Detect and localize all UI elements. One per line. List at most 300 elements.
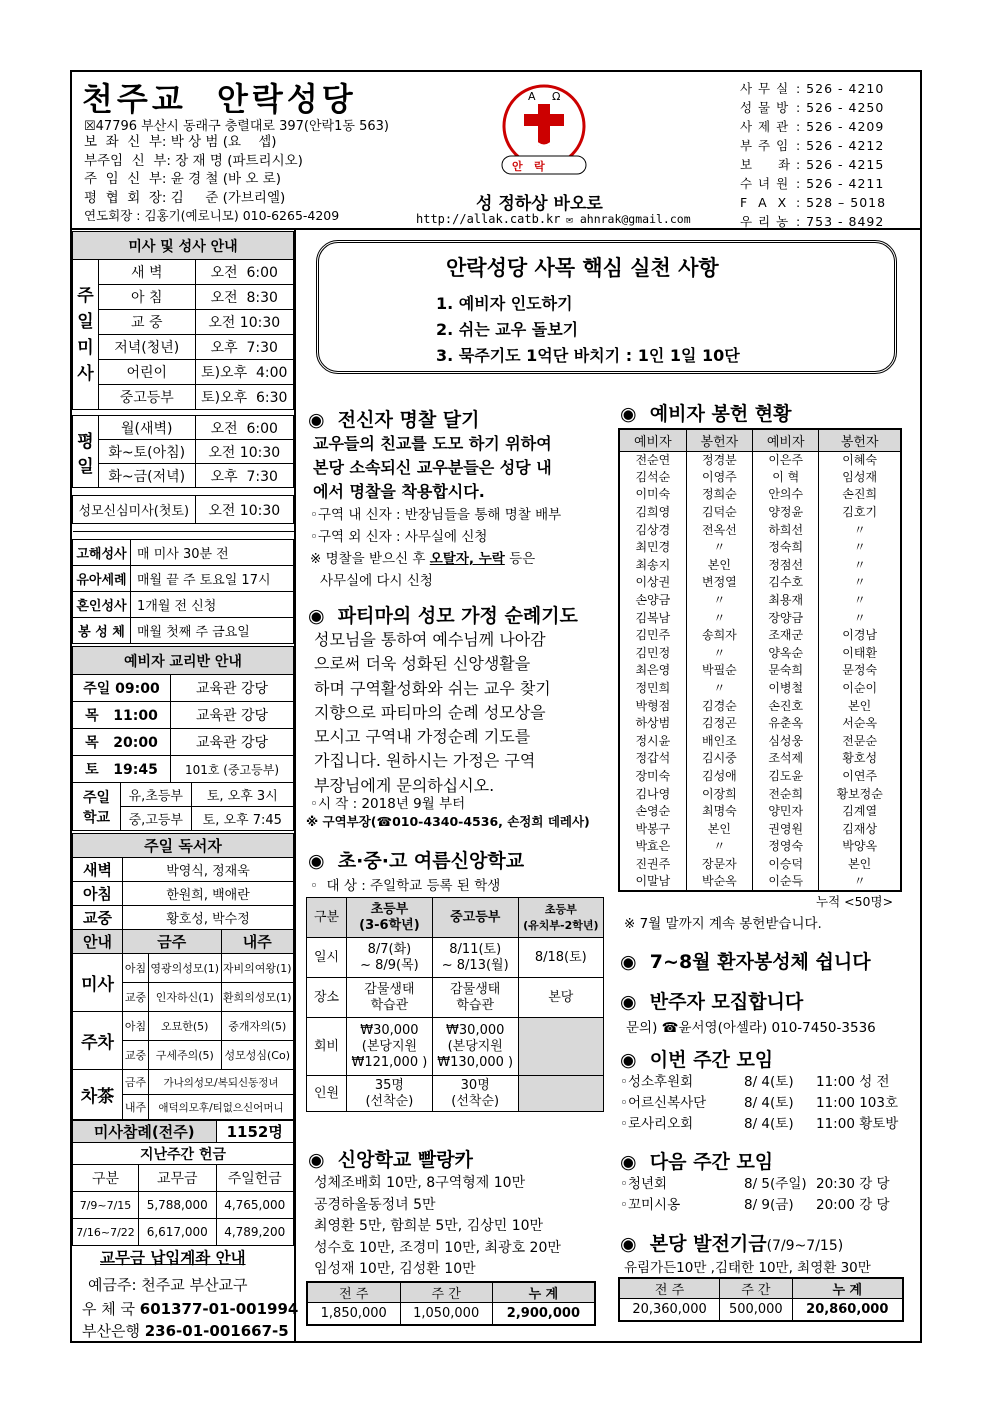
sacrament-info: 매월 끝 주 토요일 17시 — [131, 566, 294, 592]
mass-time: 오전 8:30 — [195, 285, 294, 310]
donor-cell: 김호기 — [819, 504, 901, 522]
donor-cell: 변정열 — [686, 574, 752, 592]
meeting-row: ◦꼬미시옹 8/ 9(금) 20:00 강 당 — [620, 1197, 890, 1213]
recruit-title: ◉ 반주자 모집합니다 — [620, 991, 804, 1013]
reader-mass: 새벽 — [73, 858, 123, 882]
summer-target: ◦ 대 상 : 주일학교 등록 된 학생 — [310, 878, 501, 894]
mass-name: 화~토(아침) — [99, 440, 196, 464]
offering-value: 6,617,000 — [139, 1219, 217, 1246]
class-place: 교육관 강당 — [171, 675, 294, 702]
reader-names: 황호성, 박수정 — [123, 906, 294, 930]
mass-name: 저녁(청년) — [99, 335, 196, 360]
donor-cell: 김나영 — [619, 785, 686, 803]
donor-row — [619, 451, 901, 469]
sacrament-name: 유아세례 — [73, 566, 131, 592]
donor-row — [619, 680, 901, 698]
core-title: 안락성당 사목 핵심 실천 사항 — [446, 256, 719, 280]
offering-value: 4,789,200 — [216, 1219, 294, 1246]
donor-cell: 박순옥 — [686, 873, 752, 891]
first-saturday-mass: 성모신심미사(첫토) — [73, 496, 196, 524]
donor-cell: 〃 — [819, 574, 901, 592]
donor-cell: 본인 — [686, 557, 752, 575]
this-week-title: ◉ 이번 주간 모임 — [620, 1049, 774, 1071]
donor-cell: 〃 — [819, 609, 901, 627]
offering-value: 4,765,000 — [216, 1192, 294, 1219]
donor-cell: 이은주 — [753, 451, 819, 469]
school-time: 토, 오후 3시 — [191, 783, 293, 807]
meeting-row: ◦어르신복사단 8/ 4(토) 11:00 103호 — [620, 1095, 899, 1111]
donor-cell: 정갑석 — [619, 750, 686, 768]
donor-row — [619, 486, 901, 504]
summer-cell: 8/11(토) ~ 8/13(월) — [432, 938, 518, 978]
donor-cell: 이 혁 — [753, 469, 819, 487]
offering-head: 구분 — [73, 1165, 139, 1192]
donor-row — [619, 856, 901, 874]
donor-cell: 최명숙 — [686, 803, 752, 821]
svg-text:Ω: Ω — [552, 90, 561, 103]
donor-cell: 이미숙 — [619, 486, 686, 504]
school-group: 중,고등부 — [121, 807, 192, 831]
class-time: 토 19:45 — [73, 756, 171, 783]
donor-cell: 문정숙 — [819, 662, 901, 680]
donor-cell: 황보정순 — [819, 785, 901, 803]
next-week-list — [620, 1174, 890, 1216]
sunday-label: 주일미사 — [73, 260, 99, 410]
readers-title: 주일 독서자 — [73, 834, 294, 858]
account-number: 601377-01-001994 — [139, 1300, 299, 1318]
donor-cell: 손진희 — [819, 486, 901, 504]
donor-cell: 김성애 — [686, 768, 752, 786]
donor-cell: 김희영 — [619, 504, 686, 522]
donor-cell: 이연주 — [819, 768, 901, 786]
donor-cell: 양민자 — [753, 803, 819, 821]
mass-time: 오후 7:30 — [195, 335, 294, 360]
donor-cell: 손양금 — [619, 592, 686, 610]
donor-cell: 박필순 — [686, 662, 752, 680]
summer-label: 인원 — [307, 1076, 347, 1112]
core-item: 1. 예비자 인도하기 — [436, 294, 573, 313]
reader-mass: 교중 — [73, 906, 123, 930]
donor-cell: 박봉구 — [619, 820, 686, 838]
staff-list — [84, 133, 339, 226]
parking-mass: 교중 — [123, 1041, 149, 1070]
sacrament-info: 1개월 전 신청 — [131, 592, 294, 618]
donor-row — [619, 662, 901, 680]
phone-row: 부 주 임 : 526 - 4212 — [740, 138, 885, 153]
sacrament-name: 고해성사 — [73, 540, 131, 566]
bbalangka-title: ◉ 신앙학교 빨랑카 — [308, 1149, 473, 1171]
donor-cell: 김시중 — [686, 750, 752, 768]
guide-group: 영광의성모(1) — [149, 954, 222, 983]
donor-cell: 김민정 — [619, 645, 686, 663]
donor-cell: 김상경 — [619, 521, 686, 539]
mass-name: 화~금(저녁) — [99, 464, 196, 488]
mass-name: 어린이 — [99, 360, 196, 385]
summer-label: 장소 — [307, 978, 347, 1018]
mass-name: 교 중 — [99, 310, 196, 335]
donor-cell: 〃 — [819, 521, 901, 539]
donor-cell: 정민희 — [619, 680, 686, 698]
donor-cell: 임성재 — [819, 469, 901, 487]
sacrament-table — [72, 539, 294, 644]
offering-title: 지난주간 헌금 — [73, 1143, 294, 1165]
donor-cell: 권영원 — [753, 820, 819, 838]
fund-body: 유림가든10만 ,김태한 10만, 최영환 30만 — [624, 1260, 871, 1276]
donor-row — [619, 715, 901, 733]
mass-time: 토)오후 6:30 — [195, 385, 294, 410]
donor-cell: 정시윤 — [619, 733, 686, 751]
fatima-body: 성모님을 통하여 예수님께 나아감 으로써 더욱 성화된 신앙생활을 하며 구역활성화와 쉬는 교우 찾기 지향으로 파티마의 순례 성모상을 모시고 구역내 가정순례 기도를 가집니다. 원하시는 가정은 구역 부장님에게 문의하십시오. — [314, 630, 551, 795]
phone-row: 수 녀 원 : 526 - 4211 — [740, 176, 885, 191]
nametag-title: ◉ 전신자 명찰 달기 — [308, 409, 480, 431]
donor-cell: 이말남 — [619, 873, 686, 891]
donor-cell: 조재군 — [753, 627, 819, 645]
school-time: 토, 오후 7:45 — [191, 807, 293, 831]
summer-head: 구분 — [307, 898, 347, 938]
donor-cell: 김재상 — [819, 820, 901, 838]
donor-row — [619, 733, 901, 751]
donor-cell: 배인조 — [686, 733, 752, 751]
donor-cell: 유춘옥 — [753, 715, 819, 733]
school-group: 유,초등부 — [121, 783, 192, 807]
summer-label: 일시 — [307, 938, 347, 978]
class-time: 목 11:00 — [73, 702, 171, 729]
donor-cell: 〃 — [819, 539, 901, 557]
account-line: 우 체 국 601377-01-001994 — [82, 1300, 299, 1318]
donor-cell: 정희순 — [686, 486, 752, 504]
offering-period: 7/9~7/15 — [73, 1192, 139, 1219]
summer-head: 초등부 (3-6학년) — [347, 898, 433, 938]
summer-head: 중고등부 — [432, 898, 518, 938]
summer-cell: 감물생태 학습관 — [347, 978, 433, 1018]
donor-cell: 이순득 — [753, 873, 819, 891]
summer-head: 초등부 (유치부-2학년) — [518, 898, 603, 938]
attendance-label: 미사참례(전주) — [73, 1121, 217, 1143]
mass-name: 아 침 — [99, 285, 196, 310]
parking-label: 주차 — [73, 1012, 123, 1070]
donor-cell: 정영숙 — [753, 838, 819, 856]
donor-cell: 이경남 — [819, 627, 901, 645]
donor-cell: 이병철 — [753, 680, 819, 698]
mass-time: 오전 6:00 — [195, 416, 294, 440]
mass-time: 오전 6:00 — [195, 260, 294, 285]
donor-row — [619, 521, 901, 539]
donor-cell: 손영순 — [619, 803, 686, 821]
mass-name: 월(새벽) — [99, 416, 196, 440]
donor-cell: 장문자 — [686, 856, 752, 874]
donor-row — [619, 820, 901, 838]
parish-title: 천주교 안락성당 — [82, 80, 357, 118]
donor-row — [619, 469, 901, 487]
summer-cell: 8/7(화) ~ 8/9(목) — [347, 938, 433, 978]
donor-cell: 〃 — [686, 539, 752, 557]
mass-time: 오전 10:30 — [195, 440, 294, 464]
parking-group: 구세주의(5) — [149, 1041, 222, 1070]
fatima-start: ◦시 작 : 2018년 9월 부터 — [310, 796, 466, 812]
email-link[interactable]: ✉ ahnrak@gmail.com — [566, 212, 691, 226]
donor-row — [619, 768, 901, 786]
donor-cell: 정경분 — [686, 451, 752, 469]
donor-cell: 하희선 — [753, 521, 819, 539]
account-line: 부산은행 236-01-001667-5 — [82, 1322, 289, 1340]
sunday-school-table — [72, 782, 294, 831]
donor-cell: 김석순 — [619, 469, 686, 487]
donor-cell: 〃 — [686, 645, 752, 663]
donor-cell: 본인 — [686, 820, 752, 838]
catechumen-table — [72, 646, 294, 783]
sacrament-info: 매월 첫째 주 금요일 — [131, 618, 294, 644]
summer-cell: 본당 — [518, 978, 603, 1018]
this-week-list — [620, 1072, 898, 1135]
website-link[interactable]: http://allak.catb.kr — [416, 212, 561, 226]
donor-row — [619, 539, 901, 557]
recruit-body: 문의) ☎윤서영(아셀라) 010-7450-3536 — [626, 1020, 876, 1036]
donor-cell: 전문순 — [819, 733, 901, 751]
donor-cell: 〃 — [819, 592, 901, 610]
parish-address: ☒47796 부산시 동래구 충렬대로 397(안락1동 563) — [84, 119, 389, 134]
donor-cell: 정점선 — [753, 557, 819, 575]
tea-week: 금주 — [123, 1070, 149, 1095]
summer-cell: ₩30,000 (본당지원 ₩130,000 ) — [432, 1018, 518, 1076]
nametag-body: 교우들의 친교를 도모 하기 위하여 본당 소속되신 교우분들은 성당 내 에서 명찰을 착용합시다. — [313, 434, 552, 501]
bbalangka-table: 전 주 주 간 누 계 1,850,000 1,050,000 2,900,000 — [306, 1281, 596, 1326]
donor-cell: 이상권 — [619, 574, 686, 592]
summer-cell: 30명 (선착순) — [432, 1076, 518, 1112]
staff-line: 연도회장 : 김홍기(예로니모) 010-6265-4209 — [84, 208, 340, 223]
left-column-divider — [294, 230, 296, 1343]
phone-row: 보 좌 : 526 - 4215 — [740, 157, 885, 172]
nametag-notes: ◦구역 내 신자 : 반장님들을 통해 명찰 배부 ◦구역 외 신자 : 사무실에 신청 ※ 명찰을 받으신 후 오탈자, 누락 등은 사무실에 다시 신청 — [310, 507, 562, 589]
donor-cell: 박형점 — [619, 697, 686, 715]
sacrament-info: 매 미사 30분 전 — [131, 540, 294, 566]
staff-line: 부주임 신 부: 장 재 명 (파트리시오) — [84, 152, 303, 169]
offering-head: 주일헌금 — [216, 1165, 294, 1192]
tea-label: 차茶 — [73, 1070, 123, 1120]
mass-name: 중고등부 — [99, 385, 196, 410]
donor-row — [619, 750, 901, 768]
donor-cell: 이혜숙 — [819, 451, 901, 469]
donor-row — [619, 574, 901, 592]
account-title: 교무금 납입계좌 안내 — [100, 1249, 246, 1267]
readers-table — [72, 833, 294, 1120]
donor-cell: 김계열 — [819, 803, 901, 821]
donor-cell: 하상범 — [619, 715, 686, 733]
donor-cell: 양옥순 — [753, 645, 819, 663]
summer-cell: 감물생태 학습관 — [432, 978, 518, 1018]
attendance-offering-table — [72, 1120, 294, 1246]
donor-cell: 조석제 — [753, 750, 819, 768]
donor-cell: 〃 — [686, 680, 752, 698]
tea-group: 애덕의모후/티없으신어머니 — [149, 1095, 294, 1120]
donors-title: ◉ 예비자 봉헌 현황 — [620, 403, 792, 425]
mass-time: 토)오후 4:00 — [195, 360, 294, 385]
class-place: 101호 (중고등부) — [171, 756, 294, 783]
account-number: 236-01-001667-5 — [144, 1322, 289, 1340]
donor-cell: 장양금 — [753, 609, 819, 627]
meeting-row: ◦청년회 8/ 5(주일) 20:30 강 당 — [620, 1176, 890, 1192]
fatima-title: ◉ 파티마의 성모 가정 순례기도 — [308, 605, 578, 627]
guide-mass: 교중 — [123, 983, 149, 1012]
donor-row — [619, 592, 901, 610]
mass-name: 새 벽 — [99, 260, 196, 285]
donor-cell: 이승덕 — [753, 856, 819, 874]
donor-cell: 전순희 — [753, 785, 819, 803]
guide-mass: 아침 — [123, 954, 149, 983]
attendance-value: 1152명 — [216, 1121, 294, 1143]
donor-cell: 박양옥 — [819, 838, 901, 856]
sacrament-name: 혼인성사 — [73, 592, 131, 618]
donor-row — [619, 697, 901, 715]
donor-cell: 이태환 — [819, 645, 901, 663]
donor-cell: 〃 — [819, 557, 901, 575]
meeting-row: ◦로사리오회 8/ 4(토) 11:00 황토방 — [620, 1116, 899, 1132]
guide-head: 금주 — [123, 930, 222, 954]
summer-cell — [518, 1076, 603, 1112]
class-place: 교육관 강당 — [171, 729, 294, 756]
donor-row — [619, 838, 901, 856]
mass-title: 미사 및 성사 안내 — [73, 232, 294, 260]
weekday-label: 평일 — [73, 416, 99, 488]
donor-cell: 김정곤 — [686, 715, 752, 733]
donor-cell: 본인 — [819, 856, 901, 874]
sacrament-name: 봉 성 체 — [73, 618, 131, 644]
reader-mass: 아침 — [73, 882, 123, 906]
donors-note: ※ 7월 말까지 계속 봉헌받습니다. — [624, 916, 822, 932]
donor-row — [619, 627, 901, 645]
donor-cell: 본인 — [819, 697, 901, 715]
class-time: 목 20:00 — [73, 729, 171, 756]
phone-list — [740, 79, 886, 231]
summer-cell — [518, 1018, 603, 1076]
offering-head: 교무금 — [139, 1165, 217, 1192]
donors-table: 예비자 봉헌자 예비자 봉헌자 전순연 정경분 이은주 이혜숙 김석순 이영주 이 혁 임성재 이미숙 정희순 안의수 손진희 김희영 김덕순 양정윤 김호기 김상경 전옥선 하희선 〃 최민경 〃 정숙희 〃 최송지 본인 정점선 〃 이상권 변정열 김수호 〃 손양금 〃 최용재 〃 김복남 〃 장양금 〃 김민주 송희자 조재군 이경남 김민정 〃 양옥순 이태환 최은영 박필순 문숙희 문정숙 정민희 〃 이병철 이순이 박형점 김경순 손진호 본인 하상범 김정곤 유춘옥 서순옥 정시윤 배인조 심성웅 전문순 정갑석 김시중 조석제 황호성 장미숙 김성애 김도윤 이연주 김나영 이장희 전순희 황보정순 손영순 최명숙 양민자 김계열 박봉구 본인 권영원 김재상 박효은 〃 정영숙 박양옥 진권주 장문자 이승덕 본인 이말남 박순옥 이순득 〃 — [618, 428, 902, 892]
offering-period: 7/16~7/22 — [73, 1219, 139, 1246]
guide-group: 인자하신(1) — [149, 983, 222, 1012]
donor-cell: 김수호 — [753, 574, 819, 592]
summer-cell: ₩30,000 (본당지원 ₩121,000 ) — [347, 1018, 433, 1076]
core-items — [436, 291, 740, 369]
summer-table — [306, 897, 604, 1112]
donor-cell: 이순이 — [819, 680, 901, 698]
phone-row: 사 제 관 : 526 - 4209 — [740, 119, 885, 134]
donor-row — [619, 557, 901, 575]
donor-cell: 박효은 — [619, 838, 686, 856]
parking-mass: 아침 — [123, 1012, 149, 1041]
donor-cell: 황호성 — [819, 750, 901, 768]
bbalangka-body: 성체조배회 10만, 8구역형제 10만 공경하올동정녀 5만 최영환 5만, 함희분 5만, 김상민 10만 성수호 10만, 조경미 10만, 최광호 20만 임성재 10만, 김성환 10만 — [314, 1175, 561, 1277]
next-week-title: ◉ 다음 주간 모임 — [620, 1151, 774, 1173]
mass-schedule-table — [72, 231, 294, 532]
fund-table: 전 주 주 간 누 계 20,360,000 500,000 20,860,000 — [618, 1277, 904, 1322]
donor-cell: 전옥선 — [686, 521, 752, 539]
guide-head: 안내 — [73, 930, 123, 954]
donor-row — [619, 803, 901, 821]
donor-cell: 전순연 — [619, 451, 686, 469]
donor-cell: 김복남 — [619, 609, 686, 627]
parking-group: 중개자의(5) — [221, 1012, 294, 1041]
donor-cell: 안의수 — [753, 486, 819, 504]
catechumen-title: 예비자 교리반 안내 — [73, 647, 294, 675]
fund-title: ◉ 본당 발전기금(7/9~7/15) — [620, 1233, 844, 1255]
phone-row: 사 무 실 : 526 - 4210 — [740, 81, 885, 96]
patron-saint: 성 정하상 바오로 — [476, 194, 603, 214]
donor-cell: 김도윤 — [753, 768, 819, 786]
donor-row — [619, 873, 901, 891]
parking-group: 성모성심(Co) — [221, 1041, 294, 1070]
reader-names: 박영식, 정재욱 — [123, 858, 294, 882]
logo-text: 안 락 — [512, 160, 545, 173]
donor-cell: 손진호 — [753, 697, 819, 715]
reader-names: 한원희, 백애란 — [123, 882, 294, 906]
summer-cell: 8/18(토) — [518, 938, 603, 978]
donor-cell: 심성웅 — [753, 733, 819, 751]
donor-cell: 최송지 — [619, 557, 686, 575]
donor-row — [619, 785, 901, 803]
svg-text:A: A — [528, 90, 536, 103]
mass-time: 오전 10:30 — [195, 310, 294, 335]
staff-line: 주 임 신 부: 윤 경 철 (바 오 로) — [84, 171, 281, 187]
donor-cell: 송희자 — [686, 627, 752, 645]
donor-cell: 최민경 — [619, 539, 686, 557]
core-item: 2. 쉬는 교우 돌보기 — [436, 320, 579, 339]
donor-cell: 김민주 — [619, 627, 686, 645]
donor-cell: 최은영 — [619, 662, 686, 680]
summer-label: 회비 — [307, 1018, 347, 1076]
donor-cell: 이장희 — [686, 785, 752, 803]
donor-row — [619, 504, 901, 522]
donor-cell: 서순옥 — [819, 715, 901, 733]
donor-cell: 〃 — [686, 592, 752, 610]
donor-cell: 〃 — [686, 838, 752, 856]
tea-group: 가나의성모/복되신동정녀 — [149, 1070, 294, 1095]
donor-row — [619, 609, 901, 627]
phone-row: 성 물 방 : 526 - 4250 — [740, 100, 885, 115]
guide-group: 자비의여왕(1) — [221, 954, 294, 983]
donor-cell: 문숙희 — [753, 662, 819, 680]
sick-notice: ◉ 7~8월 환자봉성체 쉽니다 — [620, 951, 871, 973]
meeting-row: ◦성소후원회 8/ 4(토) 11:00 성 전 — [620, 1074, 890, 1090]
guide-head: 내주 — [221, 930, 294, 954]
tea-week: 내주 — [123, 1095, 149, 1120]
donor-row — [619, 645, 901, 663]
core-item: 3. 묵주기도 1억단 바치기 : 1인 1일 10단 — [436, 346, 740, 365]
summer-cell: 35명 (선착순) — [347, 1076, 433, 1112]
guide-group: 환희의성모(1) — [221, 983, 294, 1012]
offering-value: 5,788,000 — [139, 1192, 217, 1219]
mass-time: 오전 10:30 — [195, 496, 294, 524]
donor-cell: 〃 — [686, 609, 752, 627]
fatima-contact: ※ 구역부장(☎010-4340-4536, 손정희 데레사) — [306, 814, 590, 829]
sunday-school-label: 주일학교 — [73, 783, 121, 831]
phone-row: F A X : 528 – 5018 — [740, 195, 887, 210]
class-place: 교육관 강당 — [171, 702, 294, 729]
donors-total: 누적 <50명> — [816, 894, 894, 909]
phone-row: 우 리 농 : 753 - 8492 — [740, 214, 885, 229]
donor-cell: 김덕순 — [686, 504, 752, 522]
donor-cell: 김경순 — [686, 697, 752, 715]
donor-cell: 〃 — [819, 873, 901, 891]
donor-cell: 정숙희 — [753, 539, 819, 557]
donor-cell: 양정윤 — [753, 504, 819, 522]
donor-cell: 장미숙 — [619, 768, 686, 786]
donor-cell: 진권주 — [619, 856, 686, 874]
donor-cell: 이영주 — [686, 469, 752, 487]
staff-line: 평 협 회 장: 김 준 (가브리엘) — [84, 189, 286, 206]
account-holder: 예금주: 천주교 부산교구 — [88, 1276, 248, 1294]
class-time: 주일 09:00 — [73, 675, 171, 702]
parking-group: 오묘한(5) — [149, 1012, 222, 1041]
donor-cell: 최용재 — [753, 592, 819, 610]
